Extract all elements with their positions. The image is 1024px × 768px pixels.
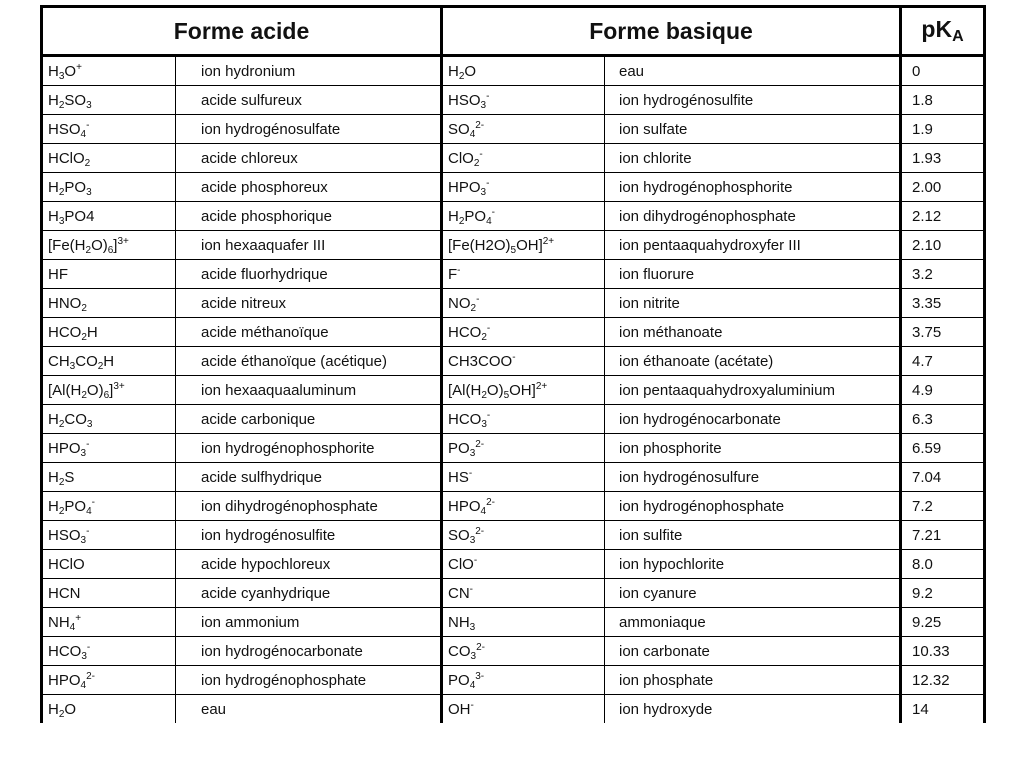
base-formula-cell: $[Fe(H2O)_5OH]^{2+}$ [442, 231, 605, 260]
table-row [42, 579, 985, 608]
base-formula-cell: $NH_3$ [442, 608, 605, 637]
table-body [42, 56, 985, 724]
table-header [42, 7, 985, 56]
acid-formula-cell: $HPO_3^-$ [42, 434, 176, 463]
acid-name-cell: ion hydronium [176, 56, 442, 86]
base-name-cell: ion sulfite [605, 521, 901, 550]
base-formula-cell: ClO$_2$- [442, 144, 605, 173]
pka-value-cell: 1.9 [901, 115, 985, 144]
header-base-form: Forme basique [442, 7, 901, 56]
acid-formula-cell: $CH_3CO_2H$ [42, 347, 176, 376]
acid-name-cell: ion hydrogénosulfite [176, 521, 442, 550]
acid-formula-cell: HF [42, 260, 176, 289]
table-row [42, 56, 985, 86]
base-formula-cell: CN- [442, 579, 605, 608]
base-name-cell: ion sulfate [605, 115, 901, 144]
table-row [42, 521, 985, 550]
base-name-cell: ion méthanoate [605, 318, 901, 347]
table-row [42, 289, 985, 318]
acid-formula-cell: $[Al(H_2O)_6]^{3+}$ [42, 376, 176, 405]
table-row [42, 260, 985, 289]
table-row [42, 347, 985, 376]
acid-name-cell: acide cyanhydrique [176, 579, 442, 608]
acid-name-cell: ion hydrogénophosphate [176, 666, 442, 695]
table-row [42, 86, 985, 115]
table-row [42, 144, 985, 173]
acid-name-cell: acide chloreux [176, 144, 442, 173]
acid-formula-cell: $HSO_3^-$ [42, 521, 176, 550]
pka-value-cell: 1.8 [901, 86, 985, 115]
base-name-cell: ion phosphorite [605, 434, 901, 463]
table-row [42, 318, 985, 347]
pka-value-cell: 7.04 [901, 463, 985, 492]
base-name-cell: ion nitrite [605, 289, 901, 318]
acid-name-cell: acide méthanoïque [176, 318, 442, 347]
header-pka-subscript: A [952, 28, 964, 45]
pka-value-cell: 6.3 [901, 405, 985, 434]
acid-name-cell: acide hypochloreux [176, 550, 442, 579]
table-row [42, 434, 985, 463]
acid-name-cell: acide nitreux [176, 289, 442, 318]
acid-formula-cell: $HPO_4^{2-}$ [42, 666, 176, 695]
acid-formula-cell: $H_2CO_3$ [42, 405, 176, 434]
table-row [42, 405, 985, 434]
table-row [42, 666, 985, 695]
base-name-cell: ion hypochlorite [605, 550, 901, 579]
acid-name-cell: ion hydrogénosulfate [176, 115, 442, 144]
base-formula-cell: $NO_2^-$ [442, 289, 605, 318]
pka-value-cell: 8.0 [901, 550, 985, 579]
base-formula-cell: $PO_3^{2-}$ [442, 434, 605, 463]
acid-formula-cell: $H_2PO_3$ [42, 173, 176, 202]
base-name-cell: ion dihydrogénophosphate [605, 202, 901, 231]
base-formula-cell: $SO_4^{2-}$ [442, 115, 605, 144]
pka-value-cell: 4.7 [901, 347, 985, 376]
base-formula-cell: $HCO_3^-$ [442, 405, 605, 434]
acid-name-cell: ion hexaaquaaluminum [176, 376, 442, 405]
acid-formula-cell: $H_2S$ [42, 463, 176, 492]
table-row [42, 173, 985, 202]
base-name-cell: eau [605, 56, 901, 86]
pka-value-cell: 9.2 [901, 579, 985, 608]
acid-name-cell: acide phosphorique [176, 202, 442, 231]
acid-formula-cell: $HCO_3^-$ [42, 637, 176, 666]
table-row [42, 115, 985, 144]
base-name-cell: ion fluorure [605, 260, 901, 289]
pka-value-cell: 3.35 [901, 289, 985, 318]
pka-value-cell: 4.9 [901, 376, 985, 405]
acid-name-cell: acide sulfureux [176, 86, 442, 115]
base-formula-cell: ClO- [442, 550, 605, 579]
base-formula-cell: $H_2O$ [442, 56, 605, 86]
base-formula-cell: $HSO_3^-$ [442, 86, 605, 115]
acid-name-cell: ion ammonium [176, 608, 442, 637]
pka-value-cell: 3.2 [901, 260, 985, 289]
base-formula-cell: $HCO_2^-$ [442, 318, 605, 347]
base-formula-cell: HS- [442, 463, 605, 492]
pka-value-cell: 12.32 [901, 666, 985, 695]
base-formula-cell: OH- [442, 695, 605, 724]
acid-name-cell: acide éthanoïque (acétique) [176, 347, 442, 376]
pka-value-cell: 1.93 [901, 144, 985, 173]
acid-formula-cell: HClO [42, 550, 176, 579]
acid-formula-cell: $HSO_4^-$ [42, 115, 176, 144]
pka-value-cell: 9.25 [901, 608, 985, 637]
pka-value-cell: 7.2 [901, 492, 985, 521]
acid-formula-cell: $NH_4^+$ [42, 608, 176, 637]
acid-formula-cell: HClO$_2$ [42, 144, 176, 173]
base-name-cell: ion éthanoate (acétate) [605, 347, 901, 376]
acid-name-cell: acide carbonique [176, 405, 442, 434]
table-row [42, 202, 985, 231]
base-name-cell: ion pentaaquahydroxyfer III [605, 231, 901, 260]
pka-value-cell: 6.59 [901, 434, 985, 463]
acid-formula-cell: $HNO_2$ [42, 289, 176, 318]
base-formula-cell: CH3COO- [442, 347, 605, 376]
base-name-cell: ion pentaaquahydroxyaluminium [605, 376, 901, 405]
base-formula-cell: $H_2PO_4^-$ [442, 202, 605, 231]
base-formula-cell: $[Al(H_2O)_5OH]^{2+}$ [442, 376, 605, 405]
base-formula-cell: F- [442, 260, 605, 289]
base-name-cell: ion chlorite [605, 144, 901, 173]
base-formula-cell: $HPO_3^-$ [442, 173, 605, 202]
acid-formula-cell: $H_3PO4$ [42, 202, 176, 231]
acid-name-cell: ion hydrogénophosphorite [176, 434, 442, 463]
header-pka-label: pK [921, 16, 953, 42]
table-row [42, 463, 985, 492]
acid-name-cell: acide fluorhydrique [176, 260, 442, 289]
acid-formula-cell: $H_3O^+$ [42, 56, 176, 86]
acid-name-cell: ion hydrogénocarbonate [176, 637, 442, 666]
table-row [42, 637, 985, 666]
table-row [42, 695, 985, 724]
header-row [42, 7, 985, 56]
header-acid-form: Forme acide [42, 7, 442, 56]
base-formula-cell: $PO_4^{3-}$ [442, 666, 605, 695]
pka-value-cell: 0 [901, 56, 985, 86]
base-name-cell: ion hydrogénosulfure [605, 463, 901, 492]
pka-value-cell: 3.75 [901, 318, 985, 347]
base-name-cell: ion phosphate [605, 666, 901, 695]
base-formula-cell: $HPO_4^{2-}$ [442, 492, 605, 521]
base-formula-cell: $SO_3^{2-}$ [442, 521, 605, 550]
table-row [42, 608, 985, 637]
acid-name-cell: eau [176, 695, 442, 724]
acid-formula-cell: $HCO_2H$ [42, 318, 176, 347]
acid-formula-cell: $H_2O$ [42, 695, 176, 724]
acid-formula-cell: $H_2SO_3$ [42, 86, 176, 115]
pka-value-cell: 2.12 [901, 202, 985, 231]
pka-table [40, 5, 986, 723]
acid-name-cell: ion dihydrogénophosphate [176, 492, 442, 521]
acid-name-cell: acide sulfhydrique [176, 463, 442, 492]
base-name-cell: ion hydrogénocarbonate [605, 405, 901, 434]
pka-value-cell: 2.10 [901, 231, 985, 260]
acid-formula-cell: $[Fe(H_2O)_6]^{3+}$ [42, 231, 176, 260]
base-name-cell: ion hydrogénosulfite [605, 86, 901, 115]
base-name-cell: ammoniaque [605, 608, 901, 637]
acid-formula-cell: HCN [42, 579, 176, 608]
table-row [42, 492, 985, 521]
base-name-cell: ion cyanure [605, 579, 901, 608]
table-row [42, 231, 985, 260]
base-name-cell: ion hydroxyde [605, 695, 901, 724]
table-row [42, 376, 985, 405]
header-pka [901, 7, 985, 56]
pka-value-cell: 10.33 [901, 637, 985, 666]
base-name-cell: ion carbonate [605, 637, 901, 666]
base-formula-cell: $CO_3^{2-}$ [442, 637, 605, 666]
pka-value-cell: 14 [901, 695, 985, 724]
table-row [42, 550, 985, 579]
base-name-cell: ion hydrogénophosphate [605, 492, 901, 521]
acid-name-cell: acide phosphoreux [176, 173, 442, 202]
pka-value-cell: 2.00 [901, 173, 985, 202]
acid-name-cell: ion hexaaquafer III [176, 231, 442, 260]
base-name-cell: ion hydrogénophosphorite [605, 173, 901, 202]
pka-value-cell: 7.21 [901, 521, 985, 550]
acid-formula-cell: $H_2PO_4^-$ [42, 492, 176, 521]
